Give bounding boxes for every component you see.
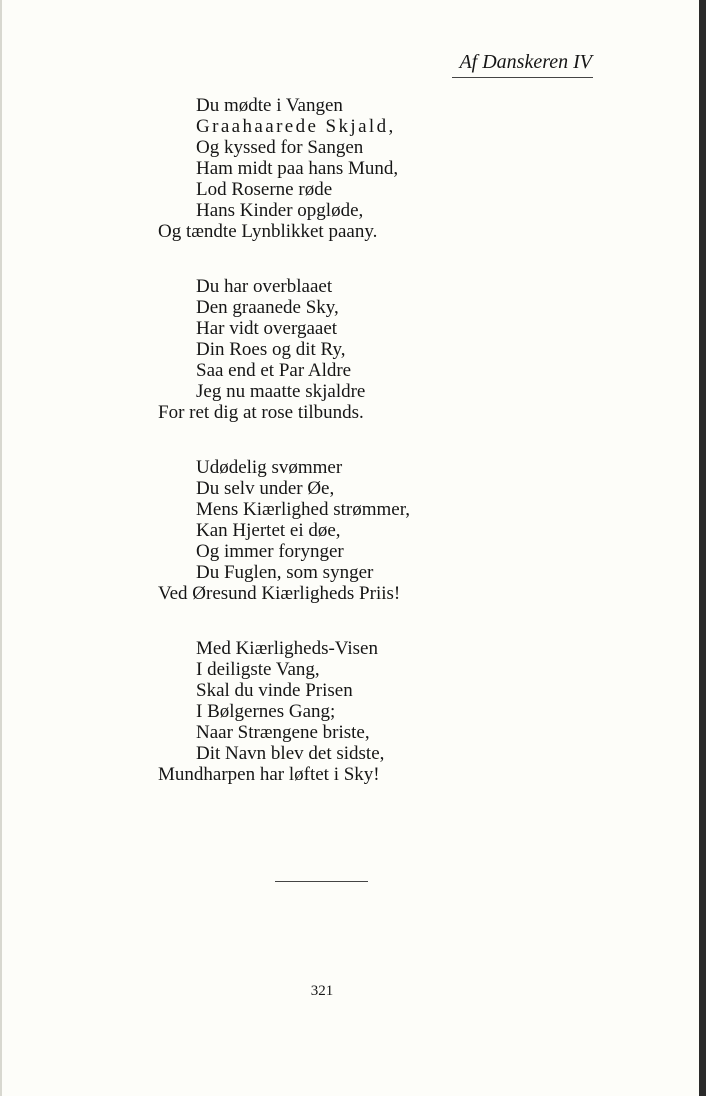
poem-line: Den graanede Sky, <box>196 297 339 318</box>
poem-line: I deiligste Vang, <box>196 659 320 680</box>
poem-line: Din Roes og dit Ry, <box>196 339 346 360</box>
poem-line: Naar Strængene briste, <box>196 722 370 743</box>
poem-line: Du mødte i Vangen <box>196 95 343 116</box>
poem-line: Har vidt overgaaet <box>196 318 338 339</box>
poem-line: Mens Kiærlighed strømmer, <box>196 499 411 520</box>
stanza-1 <box>158 95 448 242</box>
poem-line: Du selv under Øe, <box>196 478 335 499</box>
stanza-2 <box>158 276 448 423</box>
page-right-edge <box>699 0 706 1096</box>
poem-line: Dit Navn blev det sidste, <box>196 743 385 764</box>
end-rule <box>275 881 368 882</box>
poem-line: Kan Hjertet ei døe, <box>196 520 341 541</box>
poem-line: Og immer forynger <box>196 541 344 562</box>
poem-line: Du har overblaaet <box>196 276 333 297</box>
stanza-4 <box>158 638 448 785</box>
poem-line: Skal du vinde Prisen <box>196 680 353 701</box>
stanza-3 <box>158 457 448 604</box>
poem-line: Mundharpen har løftet i Sky! <box>158 764 380 785</box>
poem-line: Ved Øresund Kiærligheds Priis! <box>158 583 401 604</box>
running-head-rule <box>452 77 593 78</box>
poem-line: Ham midt paa hans Mund, <box>196 158 399 179</box>
page-number: 321 <box>310 983 334 999</box>
poem-line: I Bølgernes Gang; <box>196 701 336 722</box>
running-head-title: Af Danskeren IV <box>459 51 592 73</box>
poem-line: For ret dig at rose tilbunds. <box>158 402 364 423</box>
poem-line: Jeg nu maatte skjaldre <box>196 381 366 402</box>
poem-line: Og kyssed for Sangen <box>196 137 364 158</box>
poem-line: Udødelig svømmer <box>196 457 343 478</box>
poem-line: Du Fuglen, som synger <box>196 562 374 583</box>
poem-line: Saa end et Par Aldre <box>196 360 352 381</box>
poem-line: Og tændte Lynblikket paany. <box>158 221 378 242</box>
poem-line: Med Kiærligheds-Visen <box>196 638 378 659</box>
page-left-edge <box>0 0 2 1096</box>
poem-line: Lod Roserne røde <box>196 179 333 200</box>
poem-line: Hans Kinder opgløde, <box>196 200 364 221</box>
poem-line: Graahaarede Skjald, <box>196 116 396 137</box>
